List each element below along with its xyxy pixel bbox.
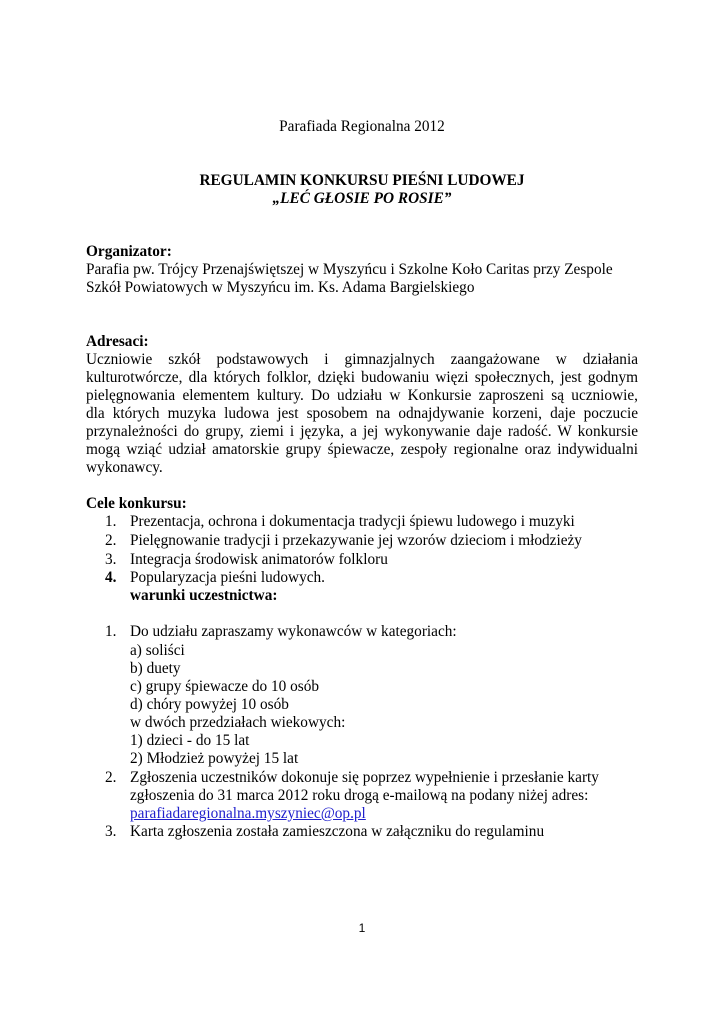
addressees-line: mogą wziąć udział amatorskie grupy śpiewacze, zespoły regionalne oraz indywidualni [86,441,638,458]
goals-heading: Cele konkursu: [86,495,187,512]
addressees-heading: Adresaci: [86,333,149,350]
age-group-line: 2) Młodzież powyżej 15 lat [130,750,299,767]
category-line: d) chóry powyżej 10 osób [130,696,289,713]
addressees-line: pielęgnowania elementem kultury. Do udziału w Konkursie zaproszeni są uczniowie, [86,387,638,404]
organizer-heading: Organizator: [86,243,172,260]
organizer-line: Parafia pw. Trójcy Przenajświętszej w Myszyńcu i Szkolne Koło Caritas przy Zespole [86,261,613,278]
addressees-line: dla których muzyka ludowa jest sposobem na odnajdywanie korzeni, daje poczucie [86,405,638,422]
condition-number: 1. [105,623,117,640]
condition-number: 3. [105,823,117,840]
condition-number: 2. [105,769,117,786]
goal-number: 3. [105,551,117,568]
condition-text: Do udziału zapraszamy wykonawców w kategoriach: [130,623,457,640]
organizer-line: Szkół Powiatowych w Myszyńcu im. Ks. Adama Bargielskiego [86,279,475,296]
event-title: Parafiada Regionalna 2012 [279,118,445,135]
age-group-line: 1) dzieci - do 15 lat [130,732,250,749]
goal-text: Prezentacja, ochrona i dokumentacja tradycji śpiewu ludowego i muzyki [130,513,575,530]
goal-number: 2. [105,532,117,549]
condition-text: zgłoszenia do 31 marca 2012 roku drogą e-mailową na podany niżej adres: [130,787,589,804]
goal-number: 4. [105,569,117,586]
addressees-line: przynależności do grupy, ziemi i języka, a jej wykonywanie daje radość. W konkursie [86,423,638,440]
regulation-title: REGULAMIN KONKURSU PIEŚNI LUDOWEJ [199,172,525,189]
goal-text: Integracja środowisk animatorów folkloru [130,551,388,568]
email-link[interactable]: parafiadaregionalna.myszyniec@op.pl [130,805,366,822]
conditions-heading: warunki uczestnictwa: [130,587,278,604]
goal-number: 1. [105,513,117,530]
condition-text: Karta zgłoszenia została zamieszczona w załączniku do regulaminu [130,823,545,840]
condition-text: Zgłoszenia uczestników dokonuje się poprzez wypełnienie i przesłanie karty [130,769,599,786]
addressees-line: kulturotwórcze, dla których folklor, dzięki budowaniu więzi społecznych, jest godnym [86,369,638,386]
page-number: 1 [358,921,366,935]
category-line: b) duety [130,660,181,677]
goal-text: Popularyzacja pieśni ludowych. [130,569,325,586]
addressees-line: Uczniowie szkół podstawowych i gimnazjalnych zaangażowane w działania [86,351,638,368]
age-groups-intro: w dwóch przedziałach wiekowych: [130,714,346,731]
goal-text: Pielęgnowanie tradycji i przekazywanie jej wzorów dzieciom i młodzieży [130,532,582,549]
category-line: a) soliści [130,642,185,659]
addressees-line: wykonawcy. [86,459,163,476]
contest-name: „LEĆ GŁOSIE PO ROSIE” [272,190,452,207]
category-line: c) grupy śpiewacze do 10 osób [130,678,320,695]
